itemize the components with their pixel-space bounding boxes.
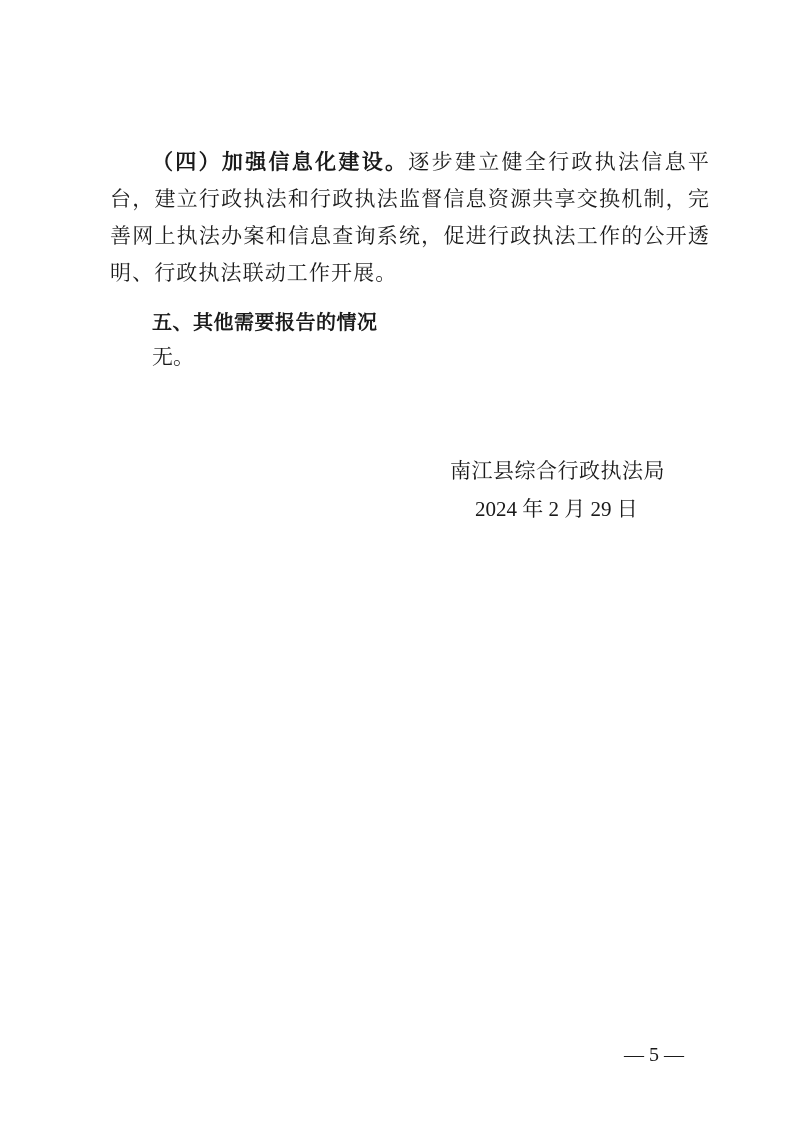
section-four-text: 逐步建立健全行政执法信息平台，建立行政执法和行政执法监督信息资源共享交换机制，完善网上执法办案和信息查询系统，促进行政执法工作的公开透明、行政执法联动工作开展。 [110, 150, 710, 285]
signature-date: 2024 年 2 月 29 日 [475, 497, 638, 521]
page-number: — 5 — [624, 1044, 684, 1066]
section-five-title: 五、其他需要报告的情况 [152, 310, 378, 334]
signature-organization: 南江县综合行政执法局 [450, 459, 665, 483]
section-four-paragraph [110, 144, 710, 292]
section-four-label: （四）加强信息化建设。 [152, 150, 409, 174]
section-five-body: 无。 [152, 345, 194, 369]
